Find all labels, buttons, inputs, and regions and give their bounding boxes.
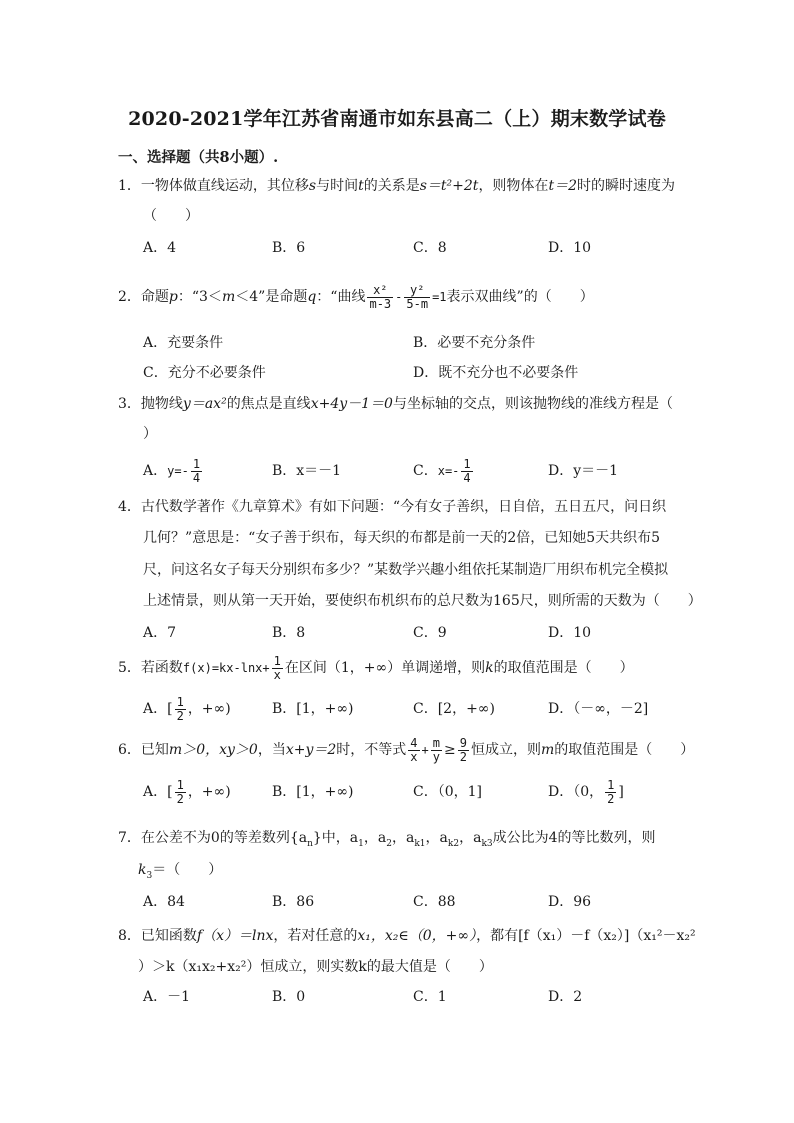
question-5 — [118, 651, 634, 685]
q6-text: 恒成立，则 — [470, 742, 541, 758]
subscript: 1 — [358, 838, 364, 849]
q8-text: 已知函数 — [140, 928, 197, 944]
option-letter: A．[ — [143, 701, 173, 717]
q6-var-m: m — [540, 742, 555, 758]
subscript: k1 — [414, 838, 426, 849]
q2-fraction-y — [404, 284, 430, 311]
q4-option-b: B．8 — [272, 625, 306, 641]
q1-option-b: B．6 — [272, 240, 306, 256]
question-number: 5． — [118, 660, 141, 676]
q8-vars: x₁，x₂∈（0，+∞） — [357, 928, 477, 944]
fraction — [461, 458, 472, 485]
q7-text: }中，a — [312, 830, 359, 846]
q3-text: 的焦点是直线 — [226, 396, 311, 412]
q4-option-a: A．7 — [143, 625, 177, 641]
option-letter: C． — [413, 463, 438, 479]
denominator: 4 — [192, 470, 201, 485]
numerator: 1 — [273, 653, 281, 668]
denominator: x — [273, 667, 281, 682]
numerator: m — [432, 735, 440, 750]
question-8-line-2: ）＞k（x₁x₂+x₂²）恒成立，则实数k的最大值是（ ） — [138, 959, 493, 975]
question-4-line-1 — [118, 498, 666, 516]
q1-text: 的关系是 — [363, 178, 420, 194]
numerator: 1 — [176, 777, 184, 792]
q7-option-c: C．88 — [413, 894, 456, 910]
q7-text: ＝（ ） — [152, 862, 223, 878]
numerator: x² — [373, 282, 388, 297]
question-3 — [118, 395, 673, 413]
denominator: m-3 — [369, 296, 392, 311]
numerator: 1 — [607, 777, 615, 792]
subscript: k2 — [447, 838, 460, 849]
q2-var-m: m — [221, 289, 236, 305]
question-6 — [118, 733, 694, 767]
q7-text: 成公比为4的等比数列，则 — [492, 830, 656, 846]
denominator: 2 — [607, 791, 615, 806]
q7-text: ，a — [459, 830, 482, 846]
q2-option-c: C．充分不必要条件 — [143, 365, 266, 381]
question-number: 7． — [118, 830, 141, 846]
q8-option-b: B．0 — [272, 989, 306, 1005]
q2-text: ：“曲线 — [316, 289, 366, 305]
option-letter: D．（0， — [548, 784, 604, 800]
q6-option-d — [548, 775, 624, 809]
option-letter: A．[ — [143, 784, 173, 800]
fraction — [272, 655, 283, 682]
q1-condition: t＝2 — [548, 178, 577, 194]
equals-one: =1 — [432, 290, 447, 304]
q1-text: 时的瞬时速度为 — [576, 178, 675, 194]
fraction — [175, 779, 186, 806]
numerator: 4 — [410, 735, 418, 750]
q1-formula: s＝t²+2t — [419, 178, 479, 194]
denominator: x — [410, 749, 418, 764]
question-number: 6． — [118, 742, 141, 758]
question-number: 1． — [118, 178, 141, 194]
numerator: 9 — [459, 735, 467, 750]
denominator: 5-m — [406, 296, 429, 311]
question-number: 8． — [118, 928, 141, 944]
question-8-line-1 — [118, 927, 696, 945]
q6-text: 已知 — [140, 742, 169, 758]
q5-function: f(x)=kx-lnx+ — [182, 661, 270, 675]
q8-function: f（x）＝lnx — [196, 928, 274, 944]
q6-option-c: C．（0，1] — [413, 784, 482, 800]
question-4-line-4: 上述情景，则从第一天开始，要使织布机织布的总尺数为165尺，则所需的天数为（ ） — [143, 593, 702, 609]
q5-text: 在区间（1，+∞）单调递增，则 — [284, 660, 486, 676]
question-number: 3． — [118, 396, 141, 412]
q1-text: 与时间 — [316, 178, 359, 194]
q6-condition: m＞0，xy＞0 — [168, 742, 258, 758]
denominator: 2 — [176, 708, 184, 723]
minus-sign: - — [452, 464, 460, 478]
q3-text: 抛物线 — [140, 396, 183, 412]
q2-fraction-x — [367, 284, 393, 311]
q5-text: 若函数 — [140, 660, 183, 676]
q7-text: ，a — [363, 830, 387, 846]
q2-text: ＜4”是命题 — [235, 289, 308, 305]
q2-text: 命题 — [140, 289, 169, 305]
option-var: x= — [437, 464, 453, 478]
q2-text: ：“3＜ — [177, 289, 222, 305]
question-number: 2． — [118, 289, 141, 305]
q8-text: ，都有[f（x₁）－f（x₂）]（x₁²－x₂² — [476, 928, 696, 944]
q7-option-a: A．84 — [143, 894, 185, 910]
q3-option-a — [143, 454, 204, 488]
q1-text: 一物体做直线运动，其位移 — [140, 178, 309, 194]
q5-option-b: B．[1，+∞) — [272, 701, 354, 717]
q2-option-d: D．既不充分也不必要条件 — [413, 365, 579, 381]
q1-var-t: t — [358, 178, 364, 194]
section-heading: 一、选择题（共8小题）. — [118, 149, 279, 166]
fraction — [605, 779, 616, 806]
ge-sign: ≥ — [443, 742, 456, 758]
exam-title: 2020-2021学年江苏省南通市如东县高二（上）期末数学试卷 — [128, 108, 666, 130]
question-number: 4． — [118, 499, 141, 515]
q6-option-b: B．[1，+∞) — [272, 784, 354, 800]
q5-option-c: C．[2，+∞) — [413, 701, 495, 717]
q5-text: 的取值范围是（ ） — [493, 660, 634, 676]
q2-var-p: p — [168, 289, 178, 305]
q1-option-d: D．10 — [548, 240, 592, 256]
option-tail: ] — [618, 784, 624, 800]
numerator: 1 — [192, 456, 201, 471]
subscript: 2 — [386, 838, 392, 849]
plus-sign: + — [421, 743, 429, 757]
q3-closing-paren: ） — [143, 426, 157, 442]
q1-text: ，则物体在 — [478, 178, 549, 194]
q6-option-a — [143, 775, 231, 809]
q4-option-c: C．9 — [413, 625, 447, 641]
numerator: 1 — [176, 694, 184, 709]
denominator: 2 — [176, 791, 184, 806]
fraction — [191, 458, 202, 485]
fraction — [458, 737, 469, 764]
question-1 — [118, 177, 675, 195]
q3-option-b: B．x＝－1 — [272, 463, 342, 479]
question-7 — [118, 829, 656, 853]
q8-option-c: C．1 — [413, 989, 447, 1005]
q7-option-d: D．96 — [548, 894, 592, 910]
q7-option-b: B．86 — [272, 894, 315, 910]
option-tail: ，+∞) — [187, 701, 231, 717]
subscript: k3 — [481, 838, 493, 849]
option-letter: A． — [143, 463, 168, 479]
q6-text: ，当 — [257, 742, 286, 758]
q7-line-2 — [138, 861, 222, 885]
fraction — [175, 696, 186, 723]
q7-var-k: k — [138, 862, 147, 878]
option-var: y= — [167, 464, 182, 478]
q6-text: 时，不等式 — [336, 742, 407, 758]
q6-text: 的取值范围是（ ） — [554, 742, 695, 758]
q8-option-a: A．－1 — [143, 989, 191, 1005]
q5-option-d: D．（－∞，－2] — [548, 701, 649, 717]
q2-option-a: A．充要条件 — [143, 335, 224, 351]
q4-text: 古代数学著作《九章算术》有如下问题：“今有女子善织，日自倍，五日五尺，问日织 — [140, 499, 667, 515]
q3-option-c — [413, 454, 475, 488]
q3-option-d: D．y＝－1 — [548, 463, 619, 479]
q8-option-d: D．2 — [548, 989, 583, 1005]
q7-text: ，a — [425, 830, 448, 846]
q2-option-b: B．必要不充分条件 — [413, 335, 536, 351]
option-tail: ，+∞) — [187, 784, 231, 800]
subscript: n — [307, 838, 313, 849]
q4-option-d: D．10 — [548, 625, 592, 641]
q6-condition: x+y＝2 — [285, 742, 337, 758]
q1-option-a: A．4 — [143, 240, 177, 256]
q1-option-c: C．8 — [413, 240, 447, 256]
q3-line-equation: x+4y－1＝0 — [310, 396, 393, 412]
question-4-line-2: 几何？”意思是：“女子善于织布，每天织的布都是前一天的2倍，已知她5天共织布5 — [143, 530, 661, 546]
q2-var-q: q — [307, 289, 317, 305]
q1-var-s: s — [308, 178, 317, 194]
q3-text: 与坐标轴的交点，则该抛物线的准线方程是（ — [392, 396, 673, 412]
subscript: 3 — [146, 870, 153, 881]
denominator: 2 — [459, 749, 467, 764]
q7-text: 在公差不为0的等差数列{a — [140, 830, 308, 846]
denominator: 4 — [463, 470, 471, 485]
q3-curve: y＝ax² — [182, 396, 227, 412]
q7-text: ，a — [391, 830, 415, 846]
numerator: y² — [410, 282, 425, 297]
fraction — [408, 737, 419, 764]
q8-text: ，若对任意的 — [273, 928, 358, 944]
q5-option-a — [143, 692, 231, 726]
q1-answer-blank: （ ） — [143, 208, 199, 224]
fraction — [431, 737, 442, 764]
q5-var-k: k — [485, 660, 494, 676]
q2-text: 表示双曲线”的（ ） — [446, 289, 594, 305]
numerator: 1 — [463, 456, 471, 471]
minus-sign: - — [181, 464, 189, 478]
question-2 — [118, 276, 594, 318]
minus-sign: - — [395, 290, 403, 304]
question-4-line-3: 尺，问这名女子每天分别织布多少？”某数学兴趣小组依托某制造厂用织布机完全模拟 — [143, 562, 669, 578]
denominator: y — [432, 749, 440, 764]
